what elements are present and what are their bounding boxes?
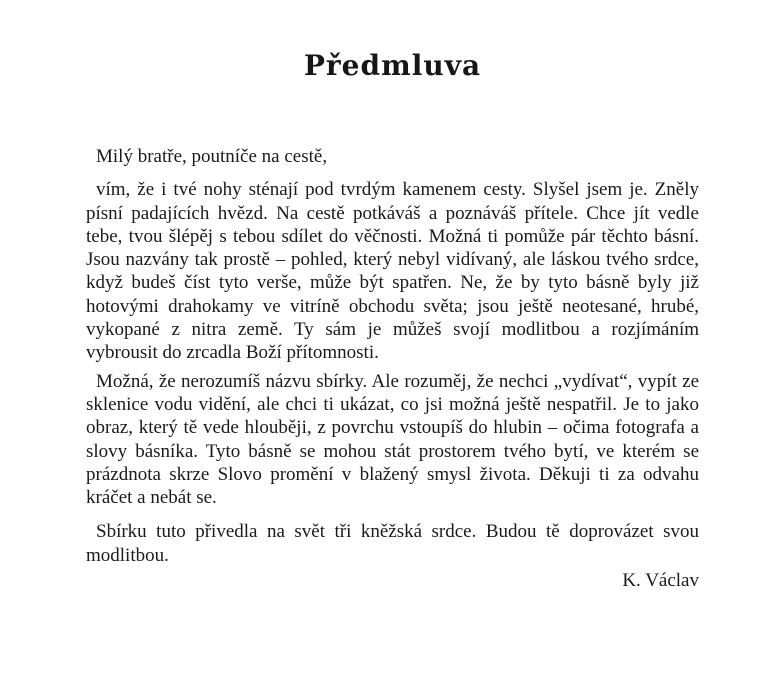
- greeting: Milý bratře, poutníče na cestě,: [96, 146, 328, 167]
- preface-body: [86, 145, 699, 592]
- page-title: Předmluva: [303, 49, 482, 82]
- paragraph-1: vím, že i tvé nohy sténají pod tvrdým kamenem cesty. Slyšel jsem je. Zněly písní padajících hvězd. Na cestě potkáváš a poznáváš přítele. Chce jít vedle tebe, tvou šlépěj s tebou sdílet do věčnosti. Možná ti pomůže pár těchto básní. Jsou nazvány tak prostě – pohled, který nebyl vidívaný, ale láskou tvého srdce, když budeš číst tyto verše, může být spatřen. Ne, že by tyto básně byly již hotovými drahokamy ve vitríně obchodu světa; jsou ještě neotesané, hrubé, vykopané z nitra země. Ty sám je můžeš svojí modlitbou a rozjímáním vybrousit do zrcadla Boží přítomnosti.: [86, 179, 699, 364]
- signature: K. Václav: [622, 570, 699, 592]
- paragraph-2: Možná, že nerozumíš názvu sbírky. Ale rozuměj, že nechci „vydívat“, vypít ze sklenice vodu vidění, ale chci ti ukázat, co jsi možná ještě nespatřil. Je to jako obraz, který tě vede hlouběji, z povrchu vstoupíš do hlubin – očima fotografa a slovy básníka. Tyto básně se mohou stát prostorem tvého bytí, ve kterém se prázdnota skrze Slovo promění v blažený smysl života. Děkuji ti za odvahu kráčet a nebát se.: [86, 370, 699, 509]
- paragraph-3: Sbírku tuto přivedla na svět tři kněžská srdce. Budou tě doprovázet svou modlitbou.: [86, 521, 699, 566]
